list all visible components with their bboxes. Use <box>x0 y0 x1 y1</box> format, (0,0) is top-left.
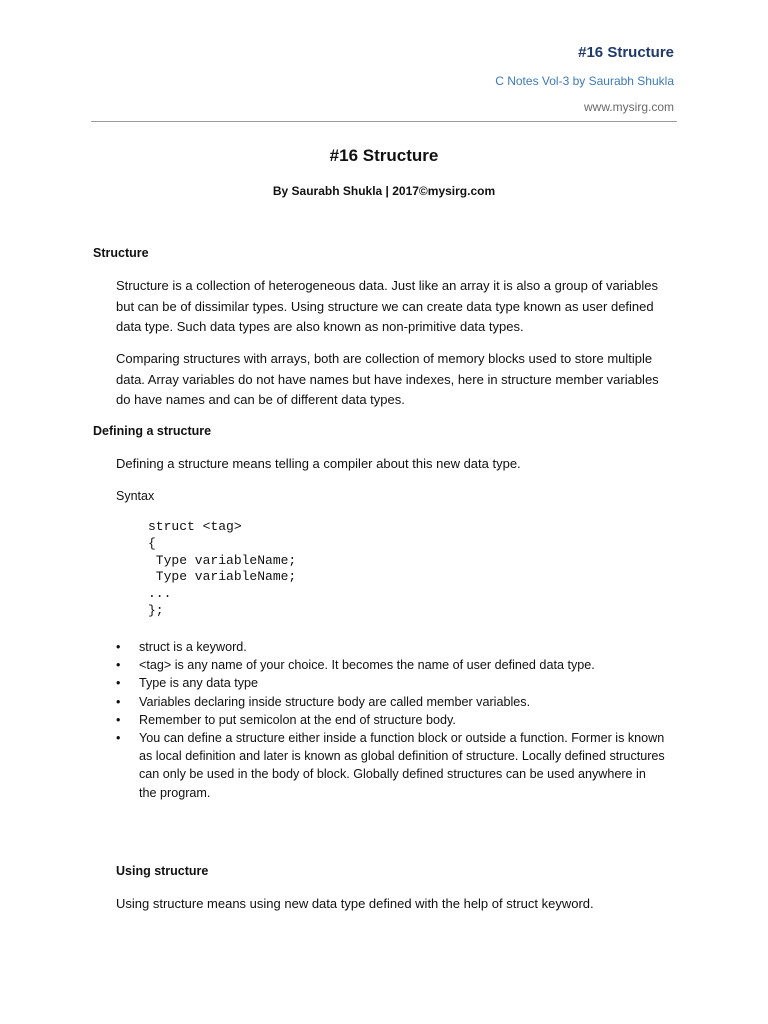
section-heading-structure: Structure <box>93 246 149 260</box>
list-item <box>116 693 666 711</box>
defining-paragraph: Defining a structure means telling a compiler about this new data type. <box>116 456 521 471</box>
list-item-text: struct is a keyword. <box>139 640 247 654</box>
document-byline: By Saurabh Shukla | 2017©mysirg.com <box>272 184 496 198</box>
syntax-notes-list <box>116 638 666 802</box>
header-divider <box>91 121 677 122</box>
list-item <box>116 729 666 802</box>
bullet-glyph: • <box>116 712 121 727</box>
list-item <box>116 711 666 729</box>
list-item <box>116 674 666 692</box>
using-paragraph: Using structure means using new data type defined with the help of struct keyword. <box>116 896 594 911</box>
bullet-glyph: • <box>116 676 121 691</box>
bullet-glyph: • <box>116 731 121 746</box>
structure-paragraph-1: Structure is a collection of heterogeneous data. Just like an array it is also a group of variables but can be of dissimilar types. Using structure we can create data type known as user defined data type. Such data types are also known as non-primitive data types. <box>116 278 658 334</box>
list-item-text: Remember to put semicolon at the end of structure body. <box>139 712 456 727</box>
section-heading-using: Using structure <box>116 864 209 878</box>
list-item-text: You can define a structure either inside a function block or outside a function. Former is known as local definition and later is known as global definition of structure. Locally defined structures can only be used in the body of block. Globally defined structures can be used anywhere in the program. <box>139 731 665 800</box>
list-item-text: Type is any data type <box>139 676 259 691</box>
bullet-glyph: • <box>116 694 121 709</box>
document-title: #16 Structure <box>329 146 439 165</box>
list-item-text: <tag> is any name of your choice. It becomes the name of user defined data type. <box>139 658 595 673</box>
structure-paragraph-2: Comparing structures with arrays, both are collection of memory blocks used to store multiple data. Array variables do not have names but have indexes, here in structure member variables do have names and can be of different data types. <box>116 351 659 407</box>
header-site: www.mysirg.com <box>583 100 674 114</box>
bullet-glyph: • <box>116 658 121 673</box>
list-item <box>116 638 666 656</box>
header-subtitle: C Notes Vol-3 by Saurabh Shukla <box>495 74 674 88</box>
section-heading-defining: Defining a structure <box>93 424 212 438</box>
bullet-glyph: • <box>116 640 121 654</box>
syntax-code-block: struct <tag> { Type variableName; Type variableName; ... }; <box>148 519 297 618</box>
header-title: #16 Structure <box>578 44 674 61</box>
list-item <box>116 656 666 674</box>
list-item-text: Variables declaring inside structure body are called member variables. <box>139 694 531 709</box>
syntax-label: Syntax <box>116 489 155 503</box>
